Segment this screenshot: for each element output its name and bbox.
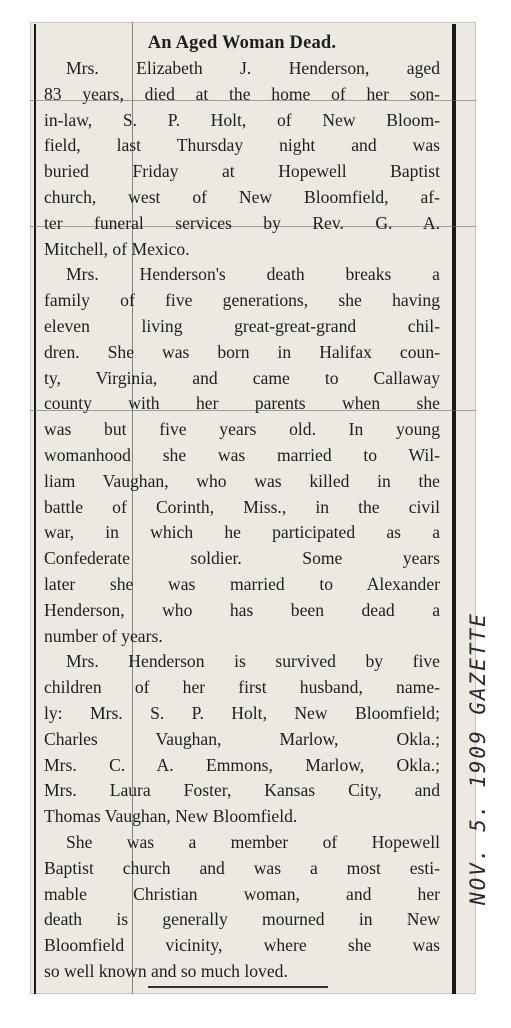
right-column-rule [452,24,456,994]
text-line: ter funeral services by Rev. G. A. [44,212,440,233]
text-line: womanhood she was married to Wil- [44,444,440,465]
handwritten-date-annotation [459,600,497,910]
text-line: death is generally mourned in New [44,909,440,930]
text-line: liam Vaughan, who was killed in the [44,470,440,491]
text-line: family of five generations, she having [44,290,440,311]
handwritten-date-svg [459,600,497,910]
text-line: buried Friday at Hopewell Baptist [44,161,440,182]
text-line: 83 years, died at the home of her son- [44,83,440,104]
text-line: ly: Mrs. S. P. Holt, New Bloomfield; [44,702,440,723]
text-line: church, west of New Bloomfield, af- [44,186,440,207]
end-rule [148,986,328,988]
text-line: children of her first husband, name- [44,677,440,698]
text-line: ty, Virginia, and came to Callaway [44,367,440,388]
text-line: Thomas Vaughan, New Bloomfield. [44,806,298,827]
text-line: Mrs. Laura Foster, Kansas City, and [44,780,440,801]
text-line: war, in which he participated as a [44,522,440,543]
text-line: Charles Vaughan, Marlow, Okla.; [44,728,440,749]
text-line: was but five years old. In young [44,419,440,440]
text-line: Mitchell, of Mexico. [44,238,190,259]
text-line: Confederate soldier. Some years [44,548,440,569]
headline: An Aged Woman Dead. [147,33,337,53]
text-line: dren. She was born in Halifax coun- [44,341,440,362]
text-line: Mrs. Henderson's death breaks a [66,264,440,285]
text-line: mable Christian woman, and her [44,883,440,904]
text-line: in-law, S. P. Holt, of New Bloom- [44,109,440,130]
text-line: Mrs. C. A. Emmons, Marlow, Okla.; [44,754,440,775]
paragraph [44,830,440,985]
paragraph [44,56,440,262]
text-line: She was a member of Hopewell [66,831,440,852]
paragraph [44,262,440,649]
text-line: Henderson, who has been dead a [44,599,440,620]
paragraph [44,649,440,830]
text-line: Bloomfield vicinity, where she was [44,935,440,956]
text-line: Baptist church and was a most esti- [44,857,440,878]
annotation-text: NOV. 5. 1909 GAZETTE [466,612,490,905]
text-line: number of years. [44,625,163,646]
text-line: Mrs. Elizabeth J. Henderson, aged [66,58,440,78]
text-line: battle of Corinth, Miss., in the civil [44,496,440,517]
text-line: so well known and so much loved. [44,960,288,981]
text-line: county with her parents when she [44,393,440,414]
left-column-rule [34,24,36,994]
article-body [44,56,440,985]
text-line: Mrs. Henderson is survived by five [66,651,440,672]
text-line: eleven living great-great-grand chil- [44,315,440,336]
text-line: field, last Thursday night and was [44,135,440,156]
obituary-article [44,30,440,985]
text-line: later she was married to Alexander [44,573,440,594]
